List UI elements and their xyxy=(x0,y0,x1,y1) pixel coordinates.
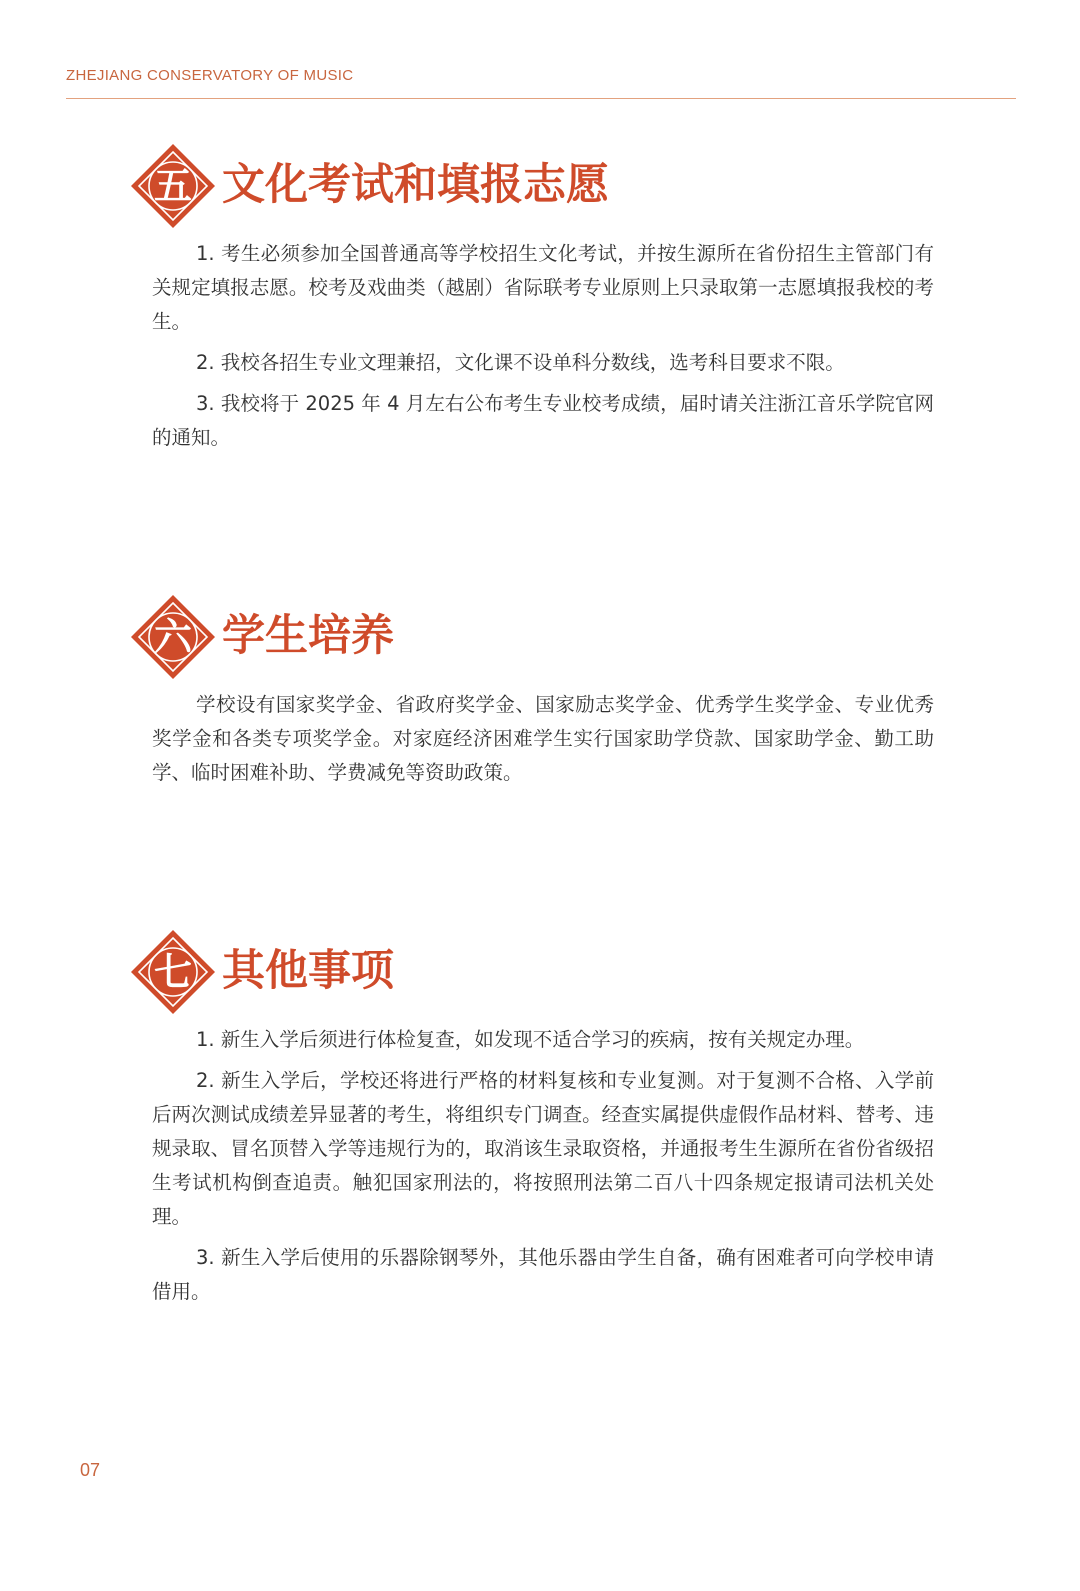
paragraph: 2. 新生入学后，学校还将进行严格的材料复核和专业复测。对于复测不合格、入学前后两次测试成绩差异显著的考生，将组织专门调查。经查实属提供虚假作品材料、替考、违规录取、冒名顶替入学等违规行为的，取消该生录取资格，并通报考生生源所在省份省级招生考试机构倒查追责。触犯国家刑法的，将按照刑法第二百八十四条规定报请司法机关处理。 xyxy=(152,1069,934,1228)
diamond-number-badge xyxy=(130,929,216,1015)
paragraph: 3. 新生入学后使用的乐器除钢琴外，其他乐器由学生自备，确有困难者可向学校申请借用。 xyxy=(152,1246,934,1303)
section-heading xyxy=(130,929,950,1015)
section-heading xyxy=(130,143,950,229)
section-title: 其他事项 xyxy=(222,946,394,996)
section-number: 六 xyxy=(153,614,192,659)
paragraph: 2. 我校各招生专业文理兼招，文化课不设单科分数线，选考科目要求不限。 xyxy=(196,351,845,374)
section-other-matters xyxy=(130,929,950,1316)
section-title: 学生培养 xyxy=(222,611,394,661)
diamond-number-badge xyxy=(130,594,216,680)
paragraph: 3. 我校将于 2025 年 4 月左右公布考生专业校考成绩，届时请关注浙江音乐学院官网的通知。 xyxy=(152,392,934,449)
header-divider xyxy=(66,98,1016,99)
diamond-number-badge xyxy=(130,143,216,229)
header-institution-name: ZHEJIANG CONSERVATORY OF MUSIC xyxy=(66,67,354,84)
page-number: 07 xyxy=(80,1460,101,1480)
section-heading xyxy=(130,594,950,680)
section-number: 七 xyxy=(153,949,192,994)
paragraph: 1. 考生必须参加全国普通高等学校招生文化考试，并按生源所在省份招生主管部门有关规定填报志愿。校考及戏曲类（越剧）省际联考专业原则上只录取第一志愿填报我校的考生。 xyxy=(152,242,934,333)
section-student-training xyxy=(130,594,950,797)
section-title: 文化考试和填报志愿 xyxy=(222,160,609,210)
section-number: 五 xyxy=(153,163,192,208)
paragraph: 学校设有国家奖学金、省政府奖学金、国家励志奖学金、优秀学生奖学金、专业优秀奖学金和各类专项奖学金。对家庭经济困难学生实行国家助学贷款、国家助学金、勤工助学、临时困难补助、学费减免等资助政策。 xyxy=(152,693,934,784)
section-culture-exam xyxy=(130,143,950,462)
paragraph: 1. 新生入学后须进行体检复查，如发现不适合学习的疾病，按有关规定办理。 xyxy=(196,1028,865,1051)
